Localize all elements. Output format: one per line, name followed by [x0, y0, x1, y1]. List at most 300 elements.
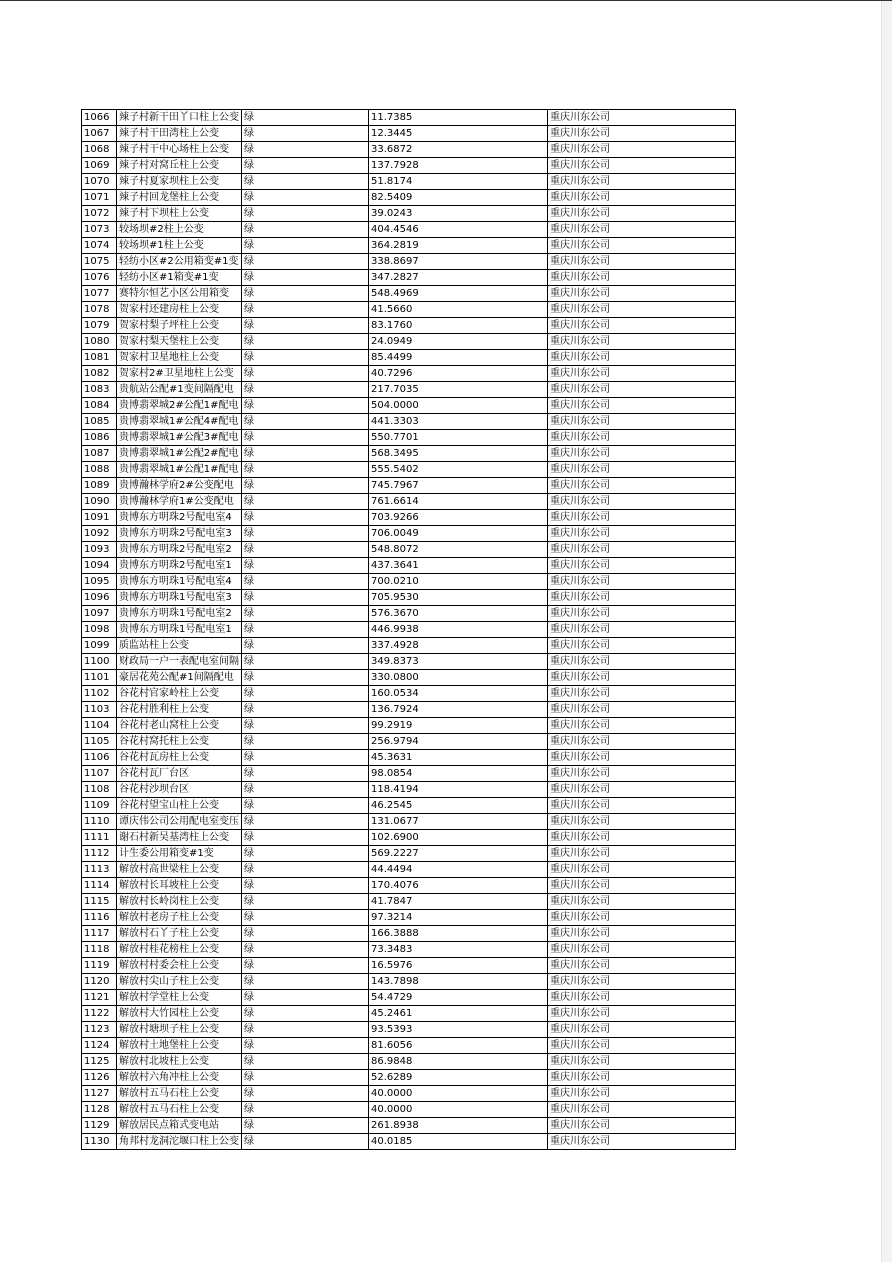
row-number-cell[interactable]: 1096 [82, 590, 117, 606]
grade-cell[interactable]: 绿 [242, 270, 369, 286]
value-cell[interactable]: 441.3303 [369, 414, 548, 430]
company-cell[interactable]: 重庆川东公司 [548, 894, 736, 910]
row-number-cell[interactable]: 1101 [82, 670, 117, 686]
value-cell[interactable]: 98.0854 [369, 766, 548, 782]
value-cell[interactable]: 11.7385 [369, 110, 548, 126]
company-cell[interactable]: 重庆川东公司 [548, 910, 736, 926]
company-cell[interactable]: 重庆川东公司 [548, 142, 736, 158]
grade-cell[interactable]: 绿 [242, 190, 369, 206]
company-cell[interactable]: 重庆川东公司 [548, 638, 736, 654]
grade-cell[interactable]: 绿 [242, 846, 369, 862]
value-cell[interactable]: 40.0000 [369, 1102, 548, 1118]
row-number-cell[interactable]: 1128 [82, 1102, 117, 1118]
value-cell[interactable]: 568.3495 [369, 446, 548, 462]
grade-cell[interactable]: 绿 [242, 286, 369, 302]
station-name-cell[interactable]: 解放村村委会柱上公变 [117, 958, 242, 974]
row-number-cell[interactable]: 1073 [82, 222, 117, 238]
value-cell[interactable]: 256.9794 [369, 734, 548, 750]
row-number-cell[interactable]: 1071 [82, 190, 117, 206]
value-cell[interactable]: 16.5976 [369, 958, 548, 974]
company-cell[interactable]: 重庆川东公司 [548, 1006, 736, 1022]
grade-cell[interactable]: 绿 [242, 366, 369, 382]
grade-cell[interactable]: 绿 [242, 1102, 369, 1118]
row-number-cell[interactable]: 1118 [82, 942, 117, 958]
row-number-cell[interactable]: 1112 [82, 846, 117, 862]
value-cell[interactable]: 404.4546 [369, 222, 548, 238]
value-cell[interactable]: 24.0949 [369, 334, 548, 350]
company-cell[interactable]: 重庆川东公司 [548, 510, 736, 526]
grade-cell[interactable]: 绿 [242, 702, 369, 718]
row-number-cell[interactable]: 1126 [82, 1070, 117, 1086]
row-number-cell[interactable]: 1069 [82, 158, 117, 174]
station-name-cell[interactable]: 辣子村夏家坝柱上公变 [117, 174, 242, 190]
station-name-cell[interactable]: 贵博东方明珠2号配电室1 [117, 558, 242, 574]
row-number-cell[interactable]: 1115 [82, 894, 117, 910]
company-cell[interactable]: 重庆川东公司 [548, 478, 736, 494]
station-name-cell[interactable]: 解放村大竹园柱上公变 [117, 1006, 242, 1022]
row-number-cell[interactable]: 1087 [82, 446, 117, 462]
company-cell[interactable]: 重庆川东公司 [548, 958, 736, 974]
station-name-cell[interactable]: 贺家村梨天堡柱上公变 [117, 334, 242, 350]
row-number-cell[interactable]: 1077 [82, 286, 117, 302]
company-cell[interactable]: 重庆川东公司 [548, 350, 736, 366]
grade-cell[interactable]: 绿 [242, 206, 369, 222]
value-cell[interactable]: 40.0185 [369, 1134, 548, 1150]
station-name-cell[interactable]: 较场坝#1柱上公变 [117, 238, 242, 254]
row-number-cell[interactable]: 1074 [82, 238, 117, 254]
row-number-cell[interactable]: 1130 [82, 1134, 117, 1150]
station-name-cell[interactable]: 贵博东方明珠1号配电室1 [117, 622, 242, 638]
company-cell[interactable]: 重庆川东公司 [548, 590, 736, 606]
value-cell[interactable]: 52.6289 [369, 1070, 548, 1086]
station-name-cell[interactable]: 解放村石丫子柱上公变 [117, 926, 242, 942]
value-cell[interactable]: 548.8072 [369, 542, 548, 558]
grade-cell[interactable]: 绿 [242, 862, 369, 878]
value-cell[interactable]: 45.3631 [369, 750, 548, 766]
grade-cell[interactable]: 绿 [242, 542, 369, 558]
company-cell[interactable]: 重庆川东公司 [548, 462, 736, 478]
value-cell[interactable]: 261.8938 [369, 1118, 548, 1134]
station-name-cell[interactable]: 解放村长耳坡柱上公变 [117, 878, 242, 894]
grade-cell[interactable]: 绿 [242, 798, 369, 814]
row-number-cell[interactable]: 1129 [82, 1118, 117, 1134]
station-name-cell[interactable]: 解放村高世梁柱上公变 [117, 862, 242, 878]
company-cell[interactable]: 重庆川东公司 [548, 398, 736, 414]
row-number-cell[interactable]: 1123 [82, 1022, 117, 1038]
grade-cell[interactable]: 绿 [242, 1038, 369, 1054]
grade-cell[interactable]: 绿 [242, 654, 369, 670]
grade-cell[interactable]: 绿 [242, 718, 369, 734]
grade-cell[interactable]: 绿 [242, 1134, 369, 1150]
grade-cell[interactable]: 绿 [242, 990, 369, 1006]
grade-cell[interactable]: 绿 [242, 318, 369, 334]
grade-cell[interactable]: 绿 [242, 1118, 369, 1134]
grade-cell[interactable]: 绿 [242, 670, 369, 686]
row-number-cell[interactable]: 1083 [82, 382, 117, 398]
company-cell[interactable]: 重庆川东公司 [548, 366, 736, 382]
station-name-cell[interactable]: 辣子村干田湾柱上公变 [117, 126, 242, 142]
grade-cell[interactable]: 绿 [242, 350, 369, 366]
value-cell[interactable]: 54.4729 [369, 990, 548, 1006]
company-cell[interactable]: 重庆川东公司 [548, 782, 736, 798]
row-number-cell[interactable]: 1120 [82, 974, 117, 990]
station-name-cell[interactable]: 辣子村干中心场柱上公变 [117, 142, 242, 158]
row-number-cell[interactable]: 1081 [82, 350, 117, 366]
value-cell[interactable]: 45.2461 [369, 1006, 548, 1022]
row-number-cell[interactable]: 1103 [82, 702, 117, 718]
value-cell[interactable]: 349.8373 [369, 654, 548, 670]
row-number-cell[interactable]: 1091 [82, 510, 117, 526]
station-name-cell[interactable]: 质监站柱上公变 [117, 638, 242, 654]
value-cell[interactable]: 39.0243 [369, 206, 548, 222]
row-number-cell[interactable]: 1119 [82, 958, 117, 974]
value-cell[interactable]: 12.3445 [369, 126, 548, 142]
row-number-cell[interactable]: 1121 [82, 990, 117, 1006]
station-name-cell[interactable]: 计生委公用箱变#1变 [117, 846, 242, 862]
company-cell[interactable]: 重庆川东公司 [548, 574, 736, 590]
row-number-cell[interactable]: 1088 [82, 462, 117, 478]
station-name-cell[interactable]: 辣子村新干田丫口柱上公变 [117, 110, 242, 126]
company-cell[interactable]: 重庆川东公司 [548, 702, 736, 718]
station-name-cell[interactable]: 贵博翡翠城1#公配4#配电 [117, 414, 242, 430]
company-cell[interactable]: 重庆川东公司 [548, 494, 736, 510]
grade-cell[interactable]: 绿 [242, 414, 369, 430]
company-cell[interactable]: 重庆川东公司 [548, 286, 736, 302]
value-cell[interactable]: 73.3483 [369, 942, 548, 958]
grade-cell[interactable]: 绿 [242, 878, 369, 894]
station-name-cell[interactable]: 贺家村梨子坪柱上公变 [117, 318, 242, 334]
company-cell[interactable]: 重庆川东公司 [548, 1022, 736, 1038]
station-name-cell[interactable]: 解放村老房子柱上公变 [117, 910, 242, 926]
value-cell[interactable]: 217.7035 [369, 382, 548, 398]
station-name-cell[interactable]: 谢石村新吴基湾柱上公变 [117, 830, 242, 846]
row-number-cell[interactable]: 1116 [82, 910, 117, 926]
company-cell[interactable]: 重庆川东公司 [548, 270, 736, 286]
station-name-cell[interactable]: 谷花村官家岭柱上公变 [117, 686, 242, 702]
station-name-cell[interactable]: 解放村六角冲柱上公变 [117, 1070, 242, 1086]
station-name-cell[interactable]: 贵博瀚林学府1#公变配电 [117, 494, 242, 510]
value-cell[interactable]: 40.0000 [369, 1086, 548, 1102]
company-cell[interactable]: 重庆川东公司 [548, 222, 736, 238]
grade-cell[interactable]: 绿 [242, 574, 369, 590]
station-name-cell[interactable]: 谷花村老山窝柱上公变 [117, 718, 242, 734]
row-number-cell[interactable]: 1113 [82, 862, 117, 878]
company-cell[interactable]: 重庆川东公司 [548, 1070, 736, 1086]
company-cell[interactable]: 重庆川东公司 [548, 990, 736, 1006]
value-cell[interactable]: 576.3670 [369, 606, 548, 622]
value-cell[interactable]: 33.6872 [369, 142, 548, 158]
grade-cell[interactable]: 绿 [242, 686, 369, 702]
station-name-cell[interactable]: 财政局一户一表配电室间隔 [117, 654, 242, 670]
value-cell[interactable]: 569.2227 [369, 846, 548, 862]
company-cell[interactable]: 重庆川东公司 [548, 718, 736, 734]
row-number-cell[interactable]: 1085 [82, 414, 117, 430]
grade-cell[interactable]: 绿 [242, 238, 369, 254]
station-name-cell[interactable]: 解放村土地堡柱上公变 [117, 1038, 242, 1054]
row-number-cell[interactable]: 1070 [82, 174, 117, 190]
company-cell[interactable]: 重庆川东公司 [548, 686, 736, 702]
grade-cell[interactable]: 绿 [242, 814, 369, 830]
station-name-cell[interactable]: 解放村尖山子柱上公变 [117, 974, 242, 990]
row-number-cell[interactable]: 1068 [82, 142, 117, 158]
grade-cell[interactable]: 绿 [242, 446, 369, 462]
station-name-cell[interactable]: 辣子村回龙堡柱上公变 [117, 190, 242, 206]
value-cell[interactable]: 81.6056 [369, 1038, 548, 1054]
station-name-cell[interactable]: 贵博东方明珠1号配电室4 [117, 574, 242, 590]
grade-cell[interactable]: 绿 [242, 958, 369, 974]
company-cell[interactable]: 重庆川东公司 [548, 254, 736, 270]
value-cell[interactable]: 131.0677 [369, 814, 548, 830]
station-name-cell[interactable]: 解放村学堂柱上公变 [117, 990, 242, 1006]
value-cell[interactable]: 338.8697 [369, 254, 548, 270]
grade-cell[interactable]: 绿 [242, 510, 369, 526]
company-cell[interactable]: 重庆川东公司 [548, 798, 736, 814]
company-cell[interactable]: 重庆川东公司 [548, 750, 736, 766]
grade-cell[interactable]: 绿 [242, 462, 369, 478]
grade-cell[interactable]: 绿 [242, 478, 369, 494]
company-cell[interactable]: 重庆川东公司 [548, 382, 736, 398]
row-number-cell[interactable]: 1066 [82, 110, 117, 126]
company-cell[interactable]: 重庆川东公司 [548, 814, 736, 830]
value-cell[interactable]: 437.3641 [369, 558, 548, 574]
value-cell[interactable]: 82.5409 [369, 190, 548, 206]
company-cell[interactable]: 重庆川东公司 [548, 318, 736, 334]
company-cell[interactable]: 重庆川东公司 [548, 654, 736, 670]
company-cell[interactable]: 重庆川东公司 [548, 430, 736, 446]
grade-cell[interactable]: 绿 [242, 606, 369, 622]
company-cell[interactable]: 重庆川东公司 [548, 862, 736, 878]
value-cell[interactable]: 83.1760 [369, 318, 548, 334]
station-name-cell[interactable]: 赛特尔恒艺小区公用箱变 [117, 286, 242, 302]
row-number-cell[interactable]: 1122 [82, 1006, 117, 1022]
station-name-cell[interactable]: 谷花村望宝山柱上公变 [117, 798, 242, 814]
value-cell[interactable]: 118.4194 [369, 782, 548, 798]
station-name-cell[interactable]: 贵博东方明珠1号配电室3 [117, 590, 242, 606]
company-cell[interactable]: 重庆川东公司 [548, 334, 736, 350]
company-cell[interactable]: 重庆川东公司 [548, 110, 736, 126]
value-cell[interactable]: 166.3888 [369, 926, 548, 942]
station-name-cell[interactable]: 贺家村还建房柱上公变 [117, 302, 242, 318]
value-cell[interactable]: 705.9530 [369, 590, 548, 606]
station-name-cell[interactable]: 贵博东方明珠2号配电室2 [117, 542, 242, 558]
station-name-cell[interactable]: 解放村桂花榜柱上公变 [117, 942, 242, 958]
station-name-cell[interactable]: 谷花村瓦房柱上公变 [117, 750, 242, 766]
grade-cell[interactable]: 绿 [242, 398, 369, 414]
grade-cell[interactable]: 绿 [242, 894, 369, 910]
grade-cell[interactable]: 绿 [242, 1006, 369, 1022]
company-cell[interactable]: 重庆川东公司 [548, 1118, 736, 1134]
grade-cell[interactable]: 绿 [242, 526, 369, 542]
row-number-cell[interactable]: 1067 [82, 126, 117, 142]
grade-cell[interactable]: 绿 [242, 1054, 369, 1070]
company-cell[interactable]: 重庆川东公司 [548, 126, 736, 142]
value-cell[interactable]: 41.7847 [369, 894, 548, 910]
value-cell[interactable]: 86.9848 [369, 1054, 548, 1070]
company-cell[interactable]: 重庆川东公司 [548, 1086, 736, 1102]
company-cell[interactable]: 重庆川东公司 [548, 766, 736, 782]
station-name-cell[interactable]: 贺家村2#卫星地柱上公变 [117, 366, 242, 382]
grade-cell[interactable]: 绿 [242, 142, 369, 158]
company-cell[interactable]: 重庆川东公司 [548, 926, 736, 942]
grade-cell[interactable]: 绿 [242, 622, 369, 638]
station-name-cell[interactable]: 解放村北坡柱上公变 [117, 1054, 242, 1070]
row-number-cell[interactable]: 1078 [82, 302, 117, 318]
station-name-cell[interactable]: 谷花村瓦厂台区 [117, 766, 242, 782]
row-number-cell[interactable]: 1092 [82, 526, 117, 542]
row-number-cell[interactable]: 1076 [82, 270, 117, 286]
row-number-cell[interactable]: 1086 [82, 430, 117, 446]
station-name-cell[interactable]: 贵博东方明珠2号配电室3 [117, 526, 242, 542]
value-cell[interactable]: 102.6900 [369, 830, 548, 846]
value-cell[interactable]: 555.5402 [369, 462, 548, 478]
grade-cell[interactable]: 绿 [242, 558, 369, 574]
grade-cell[interactable]: 绿 [242, 430, 369, 446]
station-name-cell[interactable]: 谷花村窝托柱上公变 [117, 734, 242, 750]
grade-cell[interactable]: 绿 [242, 766, 369, 782]
grade-cell[interactable]: 绿 [242, 590, 369, 606]
station-name-cell[interactable]: 解放居民点箱式变电站 [117, 1118, 242, 1134]
company-cell[interactable]: 重庆川东公司 [548, 1038, 736, 1054]
row-number-cell[interactable]: 1082 [82, 366, 117, 382]
row-number-cell[interactable]: 1106 [82, 750, 117, 766]
value-cell[interactable]: 446.9938 [369, 622, 548, 638]
company-cell[interactable]: 重庆川东公司 [548, 878, 736, 894]
value-cell[interactable]: 330.0800 [369, 670, 548, 686]
company-cell[interactable]: 重庆川东公司 [548, 974, 736, 990]
grade-cell[interactable]: 绿 [242, 494, 369, 510]
grade-cell[interactable]: 绿 [242, 1070, 369, 1086]
value-cell[interactable]: 761.6614 [369, 494, 548, 510]
row-number-cell[interactable]: 1117 [82, 926, 117, 942]
station-name-cell[interactable]: 豪居花苑公配#1间隔配电 [117, 670, 242, 686]
company-cell[interactable]: 重庆川东公司 [548, 1102, 736, 1118]
company-cell[interactable]: 重庆川东公司 [548, 734, 736, 750]
station-name-cell[interactable]: 贵博翡翠城1#公配3#配电 [117, 430, 242, 446]
grade-cell[interactable]: 绿 [242, 302, 369, 318]
grade-cell[interactable]: 绿 [242, 334, 369, 350]
row-number-cell[interactable]: 1093 [82, 542, 117, 558]
value-cell[interactable]: 40.7296 [369, 366, 548, 382]
station-name-cell[interactable]: 解放村五马石柱上公变 [117, 1086, 242, 1102]
row-number-cell[interactable]: 1100 [82, 654, 117, 670]
company-cell[interactable]: 重庆川东公司 [548, 190, 736, 206]
station-name-cell[interactable]: 轻纺小区#2公用箱变#1变 [117, 254, 242, 270]
row-number-cell[interactable]: 1104 [82, 718, 117, 734]
scrollbar-gutter[interactable] [881, 1, 892, 1262]
value-cell[interactable]: 136.7924 [369, 702, 548, 718]
station-name-cell[interactable]: 较场坝#2柱上公变 [117, 222, 242, 238]
station-name-cell[interactable]: 谷花村胜利柱上公变 [117, 702, 242, 718]
row-number-cell[interactable]: 1072 [82, 206, 117, 222]
grade-cell[interactable]: 绿 [242, 734, 369, 750]
row-number-cell[interactable]: 1094 [82, 558, 117, 574]
row-number-cell[interactable]: 1089 [82, 478, 117, 494]
value-cell[interactable]: 706.0049 [369, 526, 548, 542]
station-name-cell[interactable]: 解放村五马石柱上公变 [117, 1102, 242, 1118]
company-cell[interactable]: 重庆川东公司 [548, 206, 736, 222]
value-cell[interactable]: 504.0000 [369, 398, 548, 414]
company-cell[interactable]: 重庆川东公司 [548, 302, 736, 318]
station-name-cell[interactable]: 角邦村龙洞沱堰口柱上公变 [117, 1134, 242, 1150]
value-cell[interactable]: 160.0534 [369, 686, 548, 702]
value-cell[interactable]: 548.4969 [369, 286, 548, 302]
value-cell[interactable]: 97.3214 [369, 910, 548, 926]
station-name-cell[interactable]: 辣子村对窝丘柱上公变 [117, 158, 242, 174]
value-cell[interactable]: 44.4494 [369, 862, 548, 878]
company-cell[interactable]: 重庆川东公司 [548, 622, 736, 638]
company-cell[interactable]: 重庆川东公司 [548, 446, 736, 462]
station-name-cell[interactable]: 贵博东方明珠2号配电室4 [117, 510, 242, 526]
station-name-cell[interactable]: 解放村塘坝子柱上公变 [117, 1022, 242, 1038]
value-cell[interactable]: 143.7898 [369, 974, 548, 990]
value-cell[interactable]: 170.4076 [369, 878, 548, 894]
company-cell[interactable]: 重庆川东公司 [548, 414, 736, 430]
company-cell[interactable]: 重庆川东公司 [548, 670, 736, 686]
row-number-cell[interactable]: 1075 [82, 254, 117, 270]
station-name-cell[interactable]: 贵博翡翠城2#公配1#配电 [117, 398, 242, 414]
grade-cell[interactable]: 绿 [242, 382, 369, 398]
row-number-cell[interactable]: 1105 [82, 734, 117, 750]
grade-cell[interactable]: 绿 [242, 750, 369, 766]
row-number-cell[interactable]: 1110 [82, 814, 117, 830]
row-number-cell[interactable]: 1098 [82, 622, 117, 638]
value-cell[interactable]: 137.7928 [369, 158, 548, 174]
station-name-cell[interactable]: 贵博东方明珠1号配电室2 [117, 606, 242, 622]
station-name-cell[interactable]: 辣子村下坝柱上公变 [117, 206, 242, 222]
row-number-cell[interactable]: 1107 [82, 766, 117, 782]
value-cell[interactable]: 46.2545 [369, 798, 548, 814]
value-cell[interactable]: 99.2919 [369, 718, 548, 734]
row-number-cell[interactable]: 1079 [82, 318, 117, 334]
row-number-cell[interactable]: 1084 [82, 398, 117, 414]
value-cell[interactable]: 745.7967 [369, 478, 548, 494]
grade-cell[interactable]: 绿 [242, 1022, 369, 1038]
value-cell[interactable]: 700.0210 [369, 574, 548, 590]
company-cell[interactable]: 重庆川东公司 [548, 846, 736, 862]
company-cell[interactable]: 重庆川东公司 [548, 1054, 736, 1070]
grade-cell[interactable]: 绿 [242, 942, 369, 958]
value-cell[interactable]: 93.5393 [369, 1022, 548, 1038]
row-number-cell[interactable]: 1111 [82, 830, 117, 846]
grade-cell[interactable]: 绿 [242, 782, 369, 798]
company-cell[interactable]: 重庆川东公司 [548, 158, 736, 174]
station-name-cell[interactable]: 贵博瀚林学府2#公变配电 [117, 478, 242, 494]
grade-cell[interactable]: 绿 [242, 926, 369, 942]
value-cell[interactable]: 347.2827 [369, 270, 548, 286]
station-name-cell[interactable]: 贵博翡翠城1#公配2#配电 [117, 446, 242, 462]
row-number-cell[interactable]: 1125 [82, 1054, 117, 1070]
row-number-cell[interactable]: 1114 [82, 878, 117, 894]
grade-cell[interactable]: 绿 [242, 830, 369, 846]
value-cell[interactable]: 337.4928 [369, 638, 548, 654]
company-cell[interactable]: 重庆川东公司 [548, 526, 736, 542]
row-number-cell[interactable]: 1127 [82, 1086, 117, 1102]
grade-cell[interactable]: 绿 [242, 974, 369, 990]
grade-cell[interactable]: 绿 [242, 158, 369, 174]
grade-cell[interactable]: 绿 [242, 174, 369, 190]
row-number-cell[interactable]: 1109 [82, 798, 117, 814]
row-number-cell[interactable]: 1097 [82, 606, 117, 622]
company-cell[interactable]: 重庆川东公司 [548, 606, 736, 622]
station-name-cell[interactable]: 贵航站公配#1变间隔配电 [117, 382, 242, 398]
value-cell[interactable]: 51.8174 [369, 174, 548, 190]
grade-cell[interactable]: 绿 [242, 638, 369, 654]
company-cell[interactable]: 重庆川东公司 [548, 174, 736, 190]
station-name-cell[interactable]: 谷花村沙坝台区 [117, 782, 242, 798]
company-cell[interactable]: 重庆川东公司 [548, 238, 736, 254]
company-cell[interactable]: 重庆川东公司 [548, 1134, 736, 1150]
company-cell[interactable]: 重庆川东公司 [548, 942, 736, 958]
